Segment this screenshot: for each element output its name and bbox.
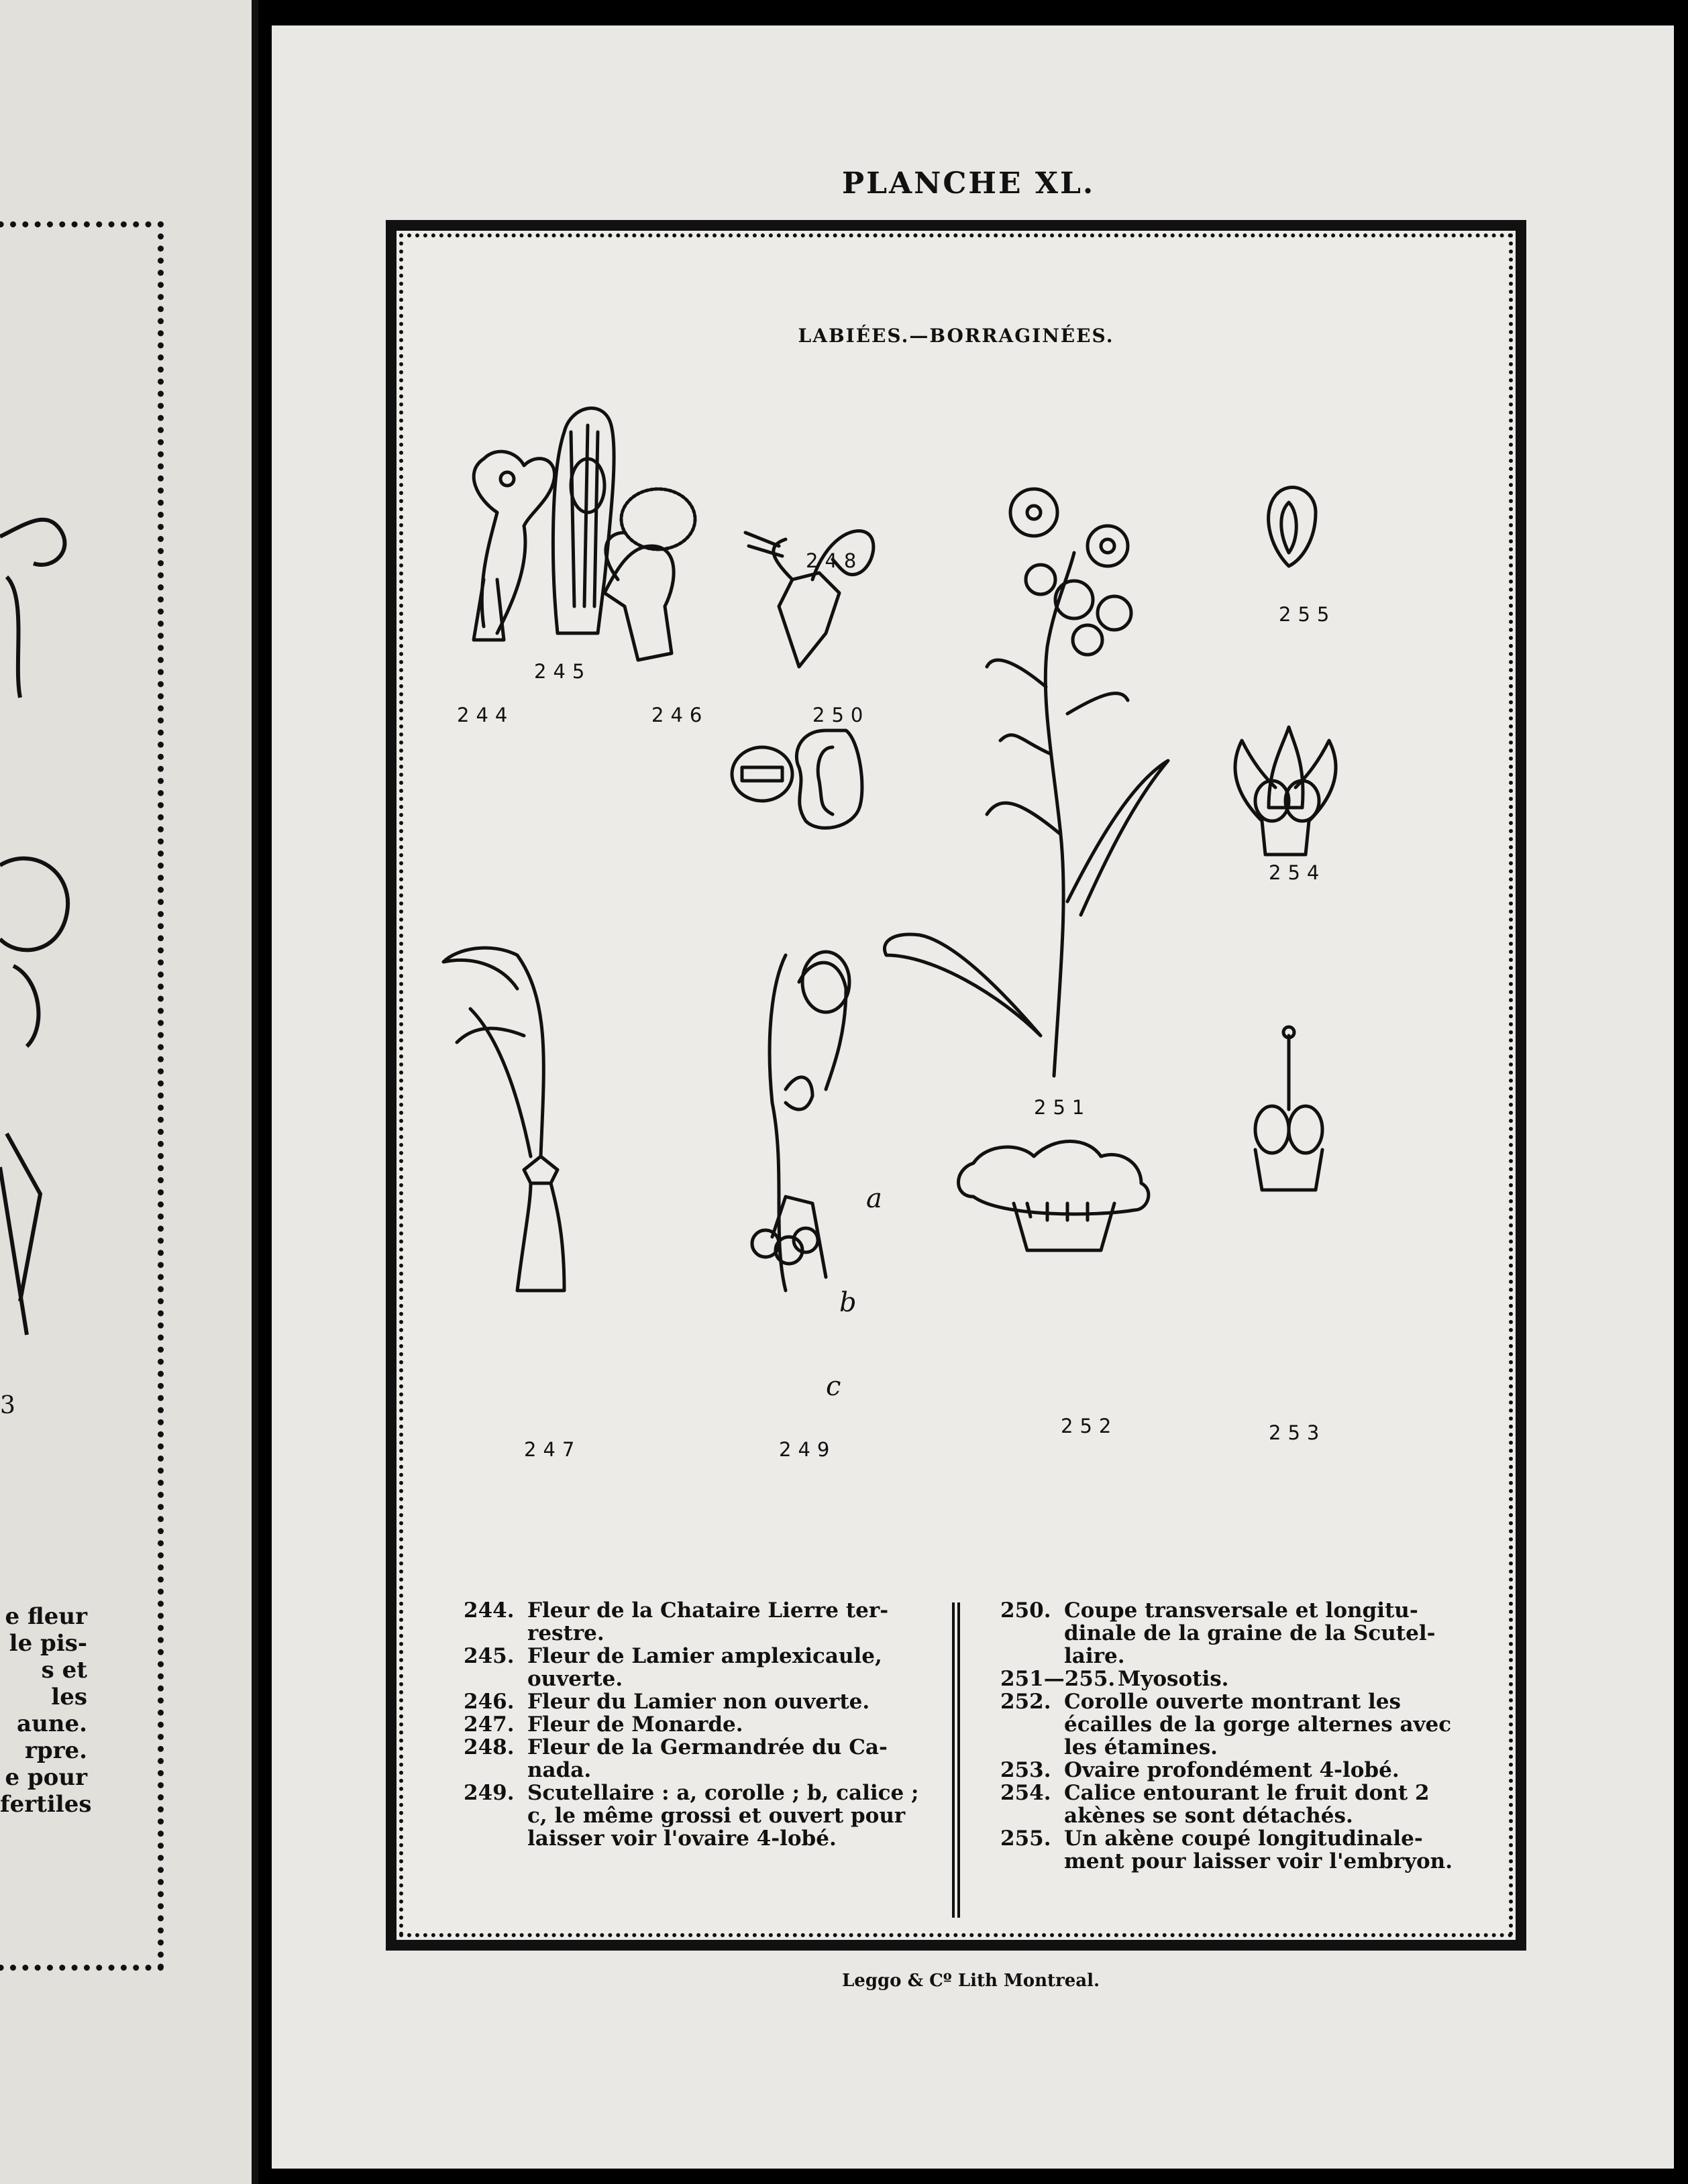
legend-entry-255: 255. Un akène coupé longitudinale-ment pour laisser voir l'embryon. xyxy=(1000,1826,1453,1873)
figure-label-244: 244 xyxy=(457,704,515,726)
previous-caption: e fleur le pis- s et les aune. rpre. e pour fertiles xyxy=(0,1603,92,1818)
legend-divider xyxy=(952,1602,960,1918)
figure-label-250: 250 xyxy=(812,704,870,726)
figure-label-246: 246 xyxy=(651,704,709,726)
plate-page xyxy=(272,25,1674,2169)
figure-245-drawing xyxy=(553,408,614,633)
figure-249-label-a: a xyxy=(866,1183,882,1214)
legend-entry-244: 244. Fleur de la Chataire Lierre ter-restre. xyxy=(464,1598,889,1645)
figure-label-255: 255 xyxy=(1279,603,1336,626)
figure-label-251: 251 xyxy=(1034,1096,1092,1119)
figure-label-247: 247 xyxy=(524,1438,582,1461)
legend-entry-245: 245. Fleur de Lamier amplexicaule, ouverte. xyxy=(464,1644,882,1691)
figure-254-drawing xyxy=(1235,727,1336,855)
figure-252-drawing xyxy=(959,1142,1149,1251)
figure-label-248: 248 xyxy=(806,549,863,572)
botanical-illustrations xyxy=(397,231,1517,1586)
plate-subtitle: LABIÉES.—BORRAGINÉES. xyxy=(798,325,1114,347)
figure-label-249: 249 xyxy=(779,1438,837,1461)
previous-page-illustration xyxy=(0,496,101,1368)
figure-246-drawing xyxy=(604,489,695,660)
figure-251-drawing xyxy=(884,489,1168,1076)
figure-label-252: 252 xyxy=(1061,1415,1118,1437)
figure-244-drawing xyxy=(474,451,555,640)
legend-entry-250: 250. Coupe transversale et longitu-dinale de la graine de la Scutel-laire. xyxy=(1000,1598,1436,1668)
figure-249-label-b: b xyxy=(839,1287,857,1318)
plate-frame xyxy=(386,220,1526,1951)
legend-entry-246: 246. Fleur du Lamier non ouverte. xyxy=(464,1690,870,1714)
previous-figure-number: 3 xyxy=(0,1392,15,1419)
legend-entry-249: 249. Scutellaire : a, corolle ; b, calice ; c, le même grossi et ouvert pour laisser voir l'ovaire 4-lobé. xyxy=(464,1781,919,1851)
legend-entry-251-255: 251—255. Myosotis. xyxy=(1000,1667,1229,1691)
legend-entry-253: 253. Ovaire profondément 4-lobé. xyxy=(1000,1758,1400,1782)
figure-255-drawing xyxy=(1269,488,1316,566)
figure-label-245: 245 xyxy=(534,660,592,683)
figure-253-drawing xyxy=(1255,1027,1322,1190)
figure-247-drawing xyxy=(443,948,564,1291)
figure-250-drawing xyxy=(732,730,862,828)
legend-left xyxy=(464,1599,920,1850)
figure-label-254: 254 xyxy=(1269,861,1326,884)
previous-page xyxy=(0,0,258,2184)
figure-249-label-c: c xyxy=(826,1371,841,1402)
legend-entry-248: 248. Fleur de la Germandrée du Ca-nada. xyxy=(464,1735,888,1782)
figure-label-253: 253 xyxy=(1269,1421,1326,1444)
legend-entry-252: 252. Corolle ouverte montrant les écailles de la gorge alternes avec les étamines. xyxy=(1000,1690,1452,1759)
plate-title: PLANCHE XL. xyxy=(842,166,1096,201)
legend-right xyxy=(1000,1599,1463,1873)
legend-entry-247: 247. Fleur de Monarde. xyxy=(464,1712,743,1737)
figure-249-drawing xyxy=(752,952,849,1291)
legend-entry-254: 254. Calice entourant le fruit dont 2 akènes se sont détachés. xyxy=(1000,1781,1430,1828)
printer-imprint: Leggo & Cº Lith Montreal. xyxy=(842,1971,1100,1991)
